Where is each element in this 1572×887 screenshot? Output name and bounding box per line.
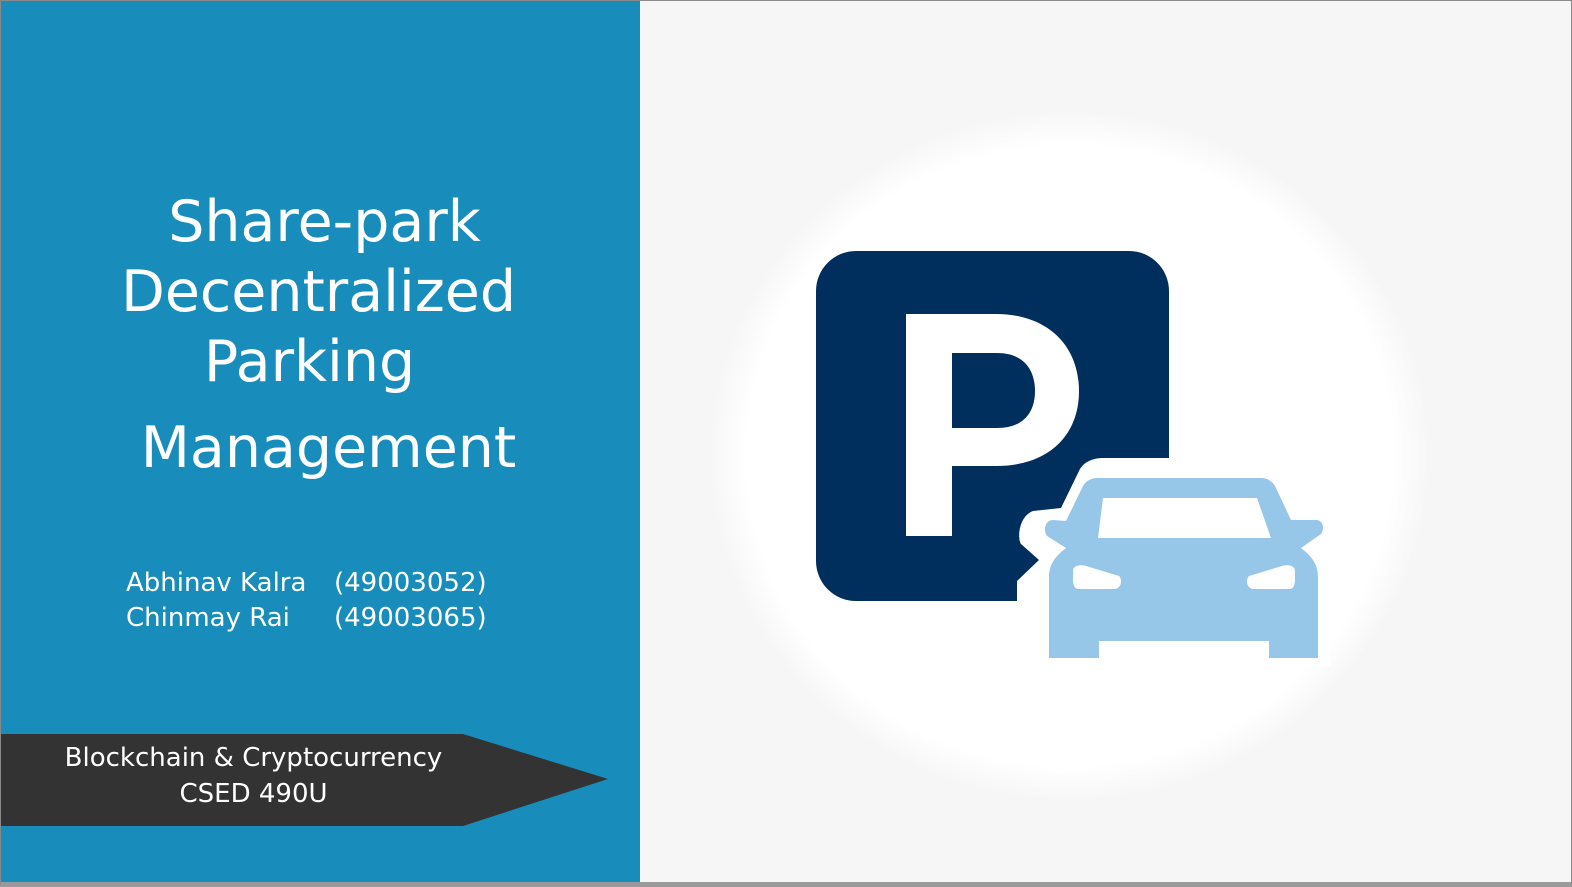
title-line-1: Share-park	[168, 189, 481, 255]
author-row	[126, 601, 487, 636]
course-name: Blockchain & Cryptocurrency	[64, 743, 443, 773]
title-line-4: Management	[140, 415, 517, 481]
left-panel	[1, 1, 640, 883]
author-name: Chinmay Rai	[126, 603, 290, 633]
course-banner	[1, 734, 611, 826]
author-id: (49003052)	[334, 568, 487, 598]
author-row	[126, 566, 487, 601]
parking-car-icon	[811, 246, 1331, 666]
author-id: (49003065)	[334, 603, 487, 633]
author-list	[126, 566, 487, 636]
author-name: Abhinav Kalra	[126, 568, 307, 598]
slide-title	[61, 187, 576, 483]
course-code: CSED 490U	[179, 779, 328, 809]
title-line-3: Parking	[203, 329, 416, 395]
banner-text	[1, 740, 506, 812]
title-line-2: Decentralized	[120, 259, 517, 325]
